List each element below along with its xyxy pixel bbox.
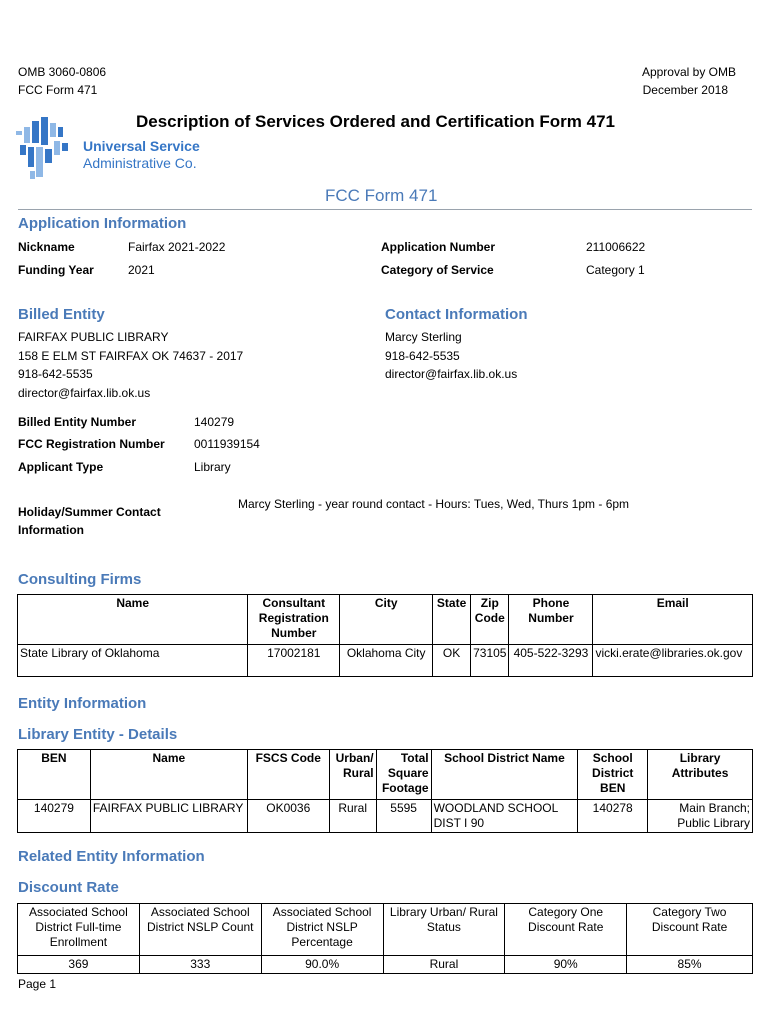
billed-entity-name: FAIRFAX PUBLIC LIBRARY	[18, 330, 169, 344]
cell-entity-name: FAIRFAX PUBLIC LIBRARY	[90, 800, 247, 833]
table-row	[18, 800, 753, 833]
col-state: State	[433, 595, 471, 645]
cell-zip: 73105	[471, 645, 509, 677]
related-entity-heading: Related Entity Information	[18, 848, 205, 865]
library-entity-table	[17, 749, 753, 833]
fcc-registration-value: 0011939154	[194, 437, 260, 451]
cell-fscs: OK0036	[247, 800, 329, 833]
col-phone: Phone Number	[509, 595, 593, 645]
discount-table	[17, 903, 753, 974]
cell-enrollment: 369	[18, 956, 140, 974]
col-fscs: FSCS Code	[247, 750, 329, 800]
table-row	[18, 956, 753, 974]
col-nslp-percentage: Associated School District NSLP Percentage	[261, 904, 383, 956]
cell-city: Oklahoma City	[340, 645, 433, 677]
omb-approval: Approval by OMB	[641, 65, 736, 79]
col-enrollment: Associated School District Full-time Enrollment	[18, 904, 140, 956]
col-school-district: School District Name	[431, 750, 578, 800]
contact-phone: 918-642-5535	[385, 349, 460, 363]
col-urban-rural-status: Library Urban/ Rural Status	[383, 904, 505, 956]
cell-urban-rural-status: Rural	[383, 956, 505, 974]
cell-ben: 140279	[18, 800, 91, 833]
nickname-label: Nickname	[18, 240, 75, 254]
billed-entity-address: 158 E ELM ST FAIRFAX OK 74637 - 2017	[18, 349, 244, 363]
contact-heading: Contact Information	[385, 306, 528, 323]
col-name: Name	[18, 595, 248, 645]
col-category-two-rate: Category Two Discount Rate	[627, 904, 753, 956]
cell-library-attributes: Main Branch; Public Library	[648, 800, 753, 833]
title-divider	[18, 209, 752, 210]
category-label: Category of Service	[381, 263, 494, 277]
ben-label: Billed Entity Number	[18, 415, 137, 429]
logo-line-2: Administrative Co.	[83, 155, 197, 171]
billed-entity-email: director@fairfax.lib.ok.us	[18, 386, 151, 400]
cell-nslp-count: 333	[139, 956, 261, 974]
cell-school-district-ben: 140278	[578, 800, 648, 833]
discount-header-row	[18, 904, 753, 956]
cell-phone: 405-522-3293	[509, 645, 593, 677]
col-email: Email	[593, 595, 753, 645]
form-number: FCC Form 471	[18, 83, 98, 97]
application-number-value: 211006622	[586, 240, 646, 254]
col-urban-rural: Urban/ Rural	[329, 750, 376, 800]
applicant-type-label: Applicant Type	[18, 460, 104, 474]
col-zip: Zip Code	[471, 595, 509, 645]
consulting-table	[17, 594, 753, 677]
cell-state: OK	[433, 645, 471, 677]
holiday-contact-label-1: Holiday/Summer Contact	[18, 505, 161, 519]
holiday-contact-label-2: Information	[18, 523, 84, 537]
col-square-footage: Total Square Footage	[376, 750, 431, 800]
cell-name: State Library of Oklahoma	[18, 645, 248, 677]
usac-logo-icon	[14, 113, 74, 185]
library-entity-heading: Library Entity - Details	[18, 726, 178, 743]
consulting-heading: Consulting Firms	[18, 571, 142, 588]
col-library-attributes: Library Attributes	[648, 750, 753, 800]
funding-year-label: Funding Year	[18, 263, 94, 277]
col-nslp-count: Associated School District NSLP Count	[139, 904, 261, 956]
fcc-registration-label: FCC Registration Number	[18, 437, 165, 451]
page-number: Page 1	[18, 977, 57, 991]
form-date: December 2018	[642, 83, 728, 97]
cell-school-district: WOODLAND SCHOOL DIST I 90	[431, 800, 578, 833]
table-row	[18, 645, 753, 677]
application-heading: Application Information	[18, 215, 187, 232]
cell-category-one-rate: 90%	[505, 956, 627, 974]
contact-email: director@fairfax.lib.ok.us	[385, 367, 518, 381]
ben-value: 140279	[194, 415, 235, 429]
billed-entity-heading: Billed Entity	[18, 306, 105, 323]
application-number-label: Application Number	[381, 240, 496, 254]
cell-consultant-reg: 17002181	[248, 645, 340, 677]
logo-line-1: Universal Service	[83, 138, 200, 154]
funding-year-value: 2021	[128, 263, 155, 277]
cell-email: vicki.erate@libraries.ok.gov	[593, 645, 753, 677]
col-school-district-ben: School District BEN	[578, 750, 648, 800]
col-city: City	[340, 595, 433, 645]
entity-header-row	[18, 750, 753, 800]
col-consultant-reg: Consultant Registration Number	[248, 595, 340, 645]
cell-category-two-rate: 85%	[627, 956, 753, 974]
nickname-value: Fairfax 2021-2022	[128, 240, 226, 254]
cell-square-footage: 5595	[376, 800, 431, 833]
billed-entity-phone: 918-642-5535	[18, 367, 93, 381]
page-title: Description of Services Ordered and Certification Form 471	[136, 112, 615, 131]
holiday-contact-value: Marcy Sterling - year round contact - Hours: Tues, Wed, Thurs 1pm - 6pm	[238, 497, 630, 511]
discount-heading: Discount Rate	[18, 879, 119, 896]
cell-urban-rural: Rural	[329, 800, 376, 833]
omb-number: OMB 3060-0806	[18, 65, 107, 79]
cell-nslp-percentage: 90.0%	[261, 956, 383, 974]
col-entity-name: Name	[90, 750, 247, 800]
applicant-type-value: Library	[194, 460, 231, 474]
entity-heading: Entity Information	[18, 695, 147, 712]
form-subtitle: FCC Form 471	[325, 186, 438, 205]
col-category-one-rate: Category One Discount Rate	[505, 904, 627, 956]
col-ben: BEN	[18, 750, 91, 800]
category-value: Category 1	[586, 263, 645, 277]
consulting-header-row	[18, 595, 753, 645]
contact-name: Marcy Sterling	[385, 330, 462, 344]
